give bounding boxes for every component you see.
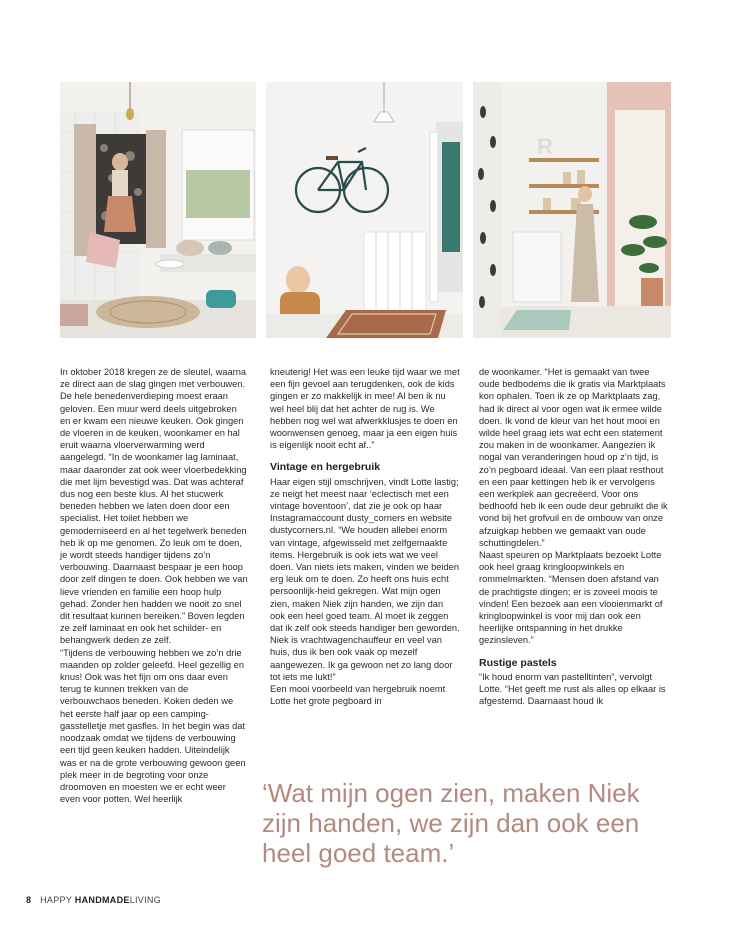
page-footer bbox=[26, 895, 161, 905]
text-column-1 bbox=[60, 366, 248, 805]
body-paragraph: de woonkamer. “Het is gemaakt van twee oude bedbodems die ik gratis via Marktplaats kon ophalen. Toen ik ze op Marktplaats zag, had ik direct al voor ogen wat ik ermee wilde doen. Ik vond de kleur van het hout mooi en wilde heel graag iets wat echt een statement zou maken in de woonkamer. Aangezien ik nogal van veranderingen houd op z’n tijd, is zo’n pegboard ideaal. Van een plaat resthout en een paar kettingen heb ik er vervolgens een werkplek aan gecreëerd. Voor ons bedhoofd heb ik een oude deur gebruikt die ik vond bij het grofvuil en de ombouw van onze afzuigkap hebben we gemaakt van oude schuttingdelen.” bbox=[479, 367, 668, 548]
body-paragraph: Haar eigen stijl omschrijven, vindt Lotte lastig; ze neigt het meest naar ‘eclectisch met een vintage boventoon’, dat zie je ook op haar Instagramaccount dusty_corners en website dustycorners.nl. “We houden allebei enorm van vintage, afgewisseld met zelfgemaakte items. Hergebruik is ook iets wat we veel doen. Van niets iets maken, vinden we beiden erg leuk om te doen. Zo heeft ons huis echt persoonlijk-heid gekregen. Wat mijn ogen zien, maken Niek zijn handen, we zijn dan ook een heel goed team. Al moet ik zeggen dat ik zelf ook steeds handiger ben geworden. Niek is vrachtwagenchauffeur en veel van huis, dus ik ben ook vaak op mezelf aangewezen. Ik ga gewoon net zo lang door tot iets me lukt!” bbox=[270, 476, 460, 682]
body-paragraph: “Ik houd enorm van pastelltinten”, vervolgt Lotte. “Het geeft me rust als alles op elkaar is afgestemd. Daarnaast houd ik bbox=[479, 671, 666, 707]
page-number: 8 bbox=[26, 895, 32, 905]
magazine-name-prefix: HAPPY bbox=[40, 895, 72, 905]
body-paragraph: In oktober 2018 kregen ze de sleutel, waarna ze direct aan de slag gingen met verbouwen. De hele benedenverdieping moest eraan geloven. Een muur werd deels uitgebroken en er kwam een nieuwe keuken. Ook gingen de vloeren in de keuken, woonkamer en hal eruit waarna vloerverwarming werd aangelegd. “In de woonkamer lag laminaat, maar daaronder zat ook weer vloerbedekking die met lijm bevestigd was. Dat was achteraf dus nog een beste klus. Al het stucwerk beneden hebben we laten doen door een specialist. Het toilet hebben we gemoderniseerd en al het tegelwerk beneden heb ik op me genomen. Zo leuk om te doen, je wordt steeds handiger tijdens zo’n verbouwing. Daarnaast bespaar je een hoop door zelf dingen te doen. Ook hebben we van lieve vrienden en familie een hoop hulp gehad. Zonder hen hadden we nooit zo snel dit resultaat kunnen bereiken.” Boven legden ze zelf laminaat en ook het schilder- en behangwerk deden ze zelf. bbox=[60, 367, 248, 646]
body-paragraph: kneuterig! Het was een leuke tijd waar we met een fijn gevoel aan terugdenken, ook de kids gingen er zo makkelijk in mee! Al ben ik nu wel heel blij dat het achter de rug is. We hebben nog wel wat afwerkklusjes te doen en woonwensen genoeg, maar ja een eigen huis is eigenlijk nooit echt af..” bbox=[270, 367, 460, 451]
photo-window-seat bbox=[60, 82, 256, 338]
section-heading: Vintage en hergebruik bbox=[270, 461, 381, 474]
magazine-name-suffix: LIVING bbox=[129, 895, 162, 905]
pull-quote: ‘Wat mijn ogen zien, maken Niek zijn handen, we zijn dan ook een heel goed team.’ bbox=[262, 778, 640, 868]
svg-text:R: R bbox=[537, 134, 553, 159]
body-paragraph: Naast speuren op Marktplaats bezoekt Lotte ook heel graag kringloopwinkels en rommelmarkten. “Mensen doen afstand van de prachtigste dingen; er is zoveel moois te vinden! Een bezoek aan een vlooienmarkt of kringloopwinkel is voor mij dan ook een heerlijke ontspanning in het drukke gezinsleven.” bbox=[479, 550, 663, 646]
text-column-3 bbox=[479, 366, 671, 707]
body-paragraph: “Tijdens de verbouwing hebben we zo’n drie maanden op zolder geleefd. Heel gezellig en knus! Ook was het fijn om ons daar even terug te kunnen trekken van de verbouwchaos beneden. Koken deden we het eerste half jaar op een camping-gasstelletje met gasfles. In het begin was dat noodzaak omdat we tijdens de verbouwing een tijd geen keuken hadden. Uiteindelijk was er na de grote verbouwing gewoon geen plek meer in de begroting voor onze droomoven en moesten we er echt weer even voor potten. Wel heerlijk bbox=[60, 647, 246, 805]
magazine-name-bold: HANDMADE bbox=[74, 895, 130, 905]
photo-kitchen bbox=[473, 82, 671, 338]
body-paragraph: Een mooi voorbeeld van hergebruik noemt Lotte het grote pegboard in bbox=[270, 684, 446, 707]
photo-hallway-bicycle bbox=[266, 82, 463, 338]
text-column-2 bbox=[270, 366, 460, 707]
section-heading: Rustige pastels bbox=[479, 656, 557, 669]
